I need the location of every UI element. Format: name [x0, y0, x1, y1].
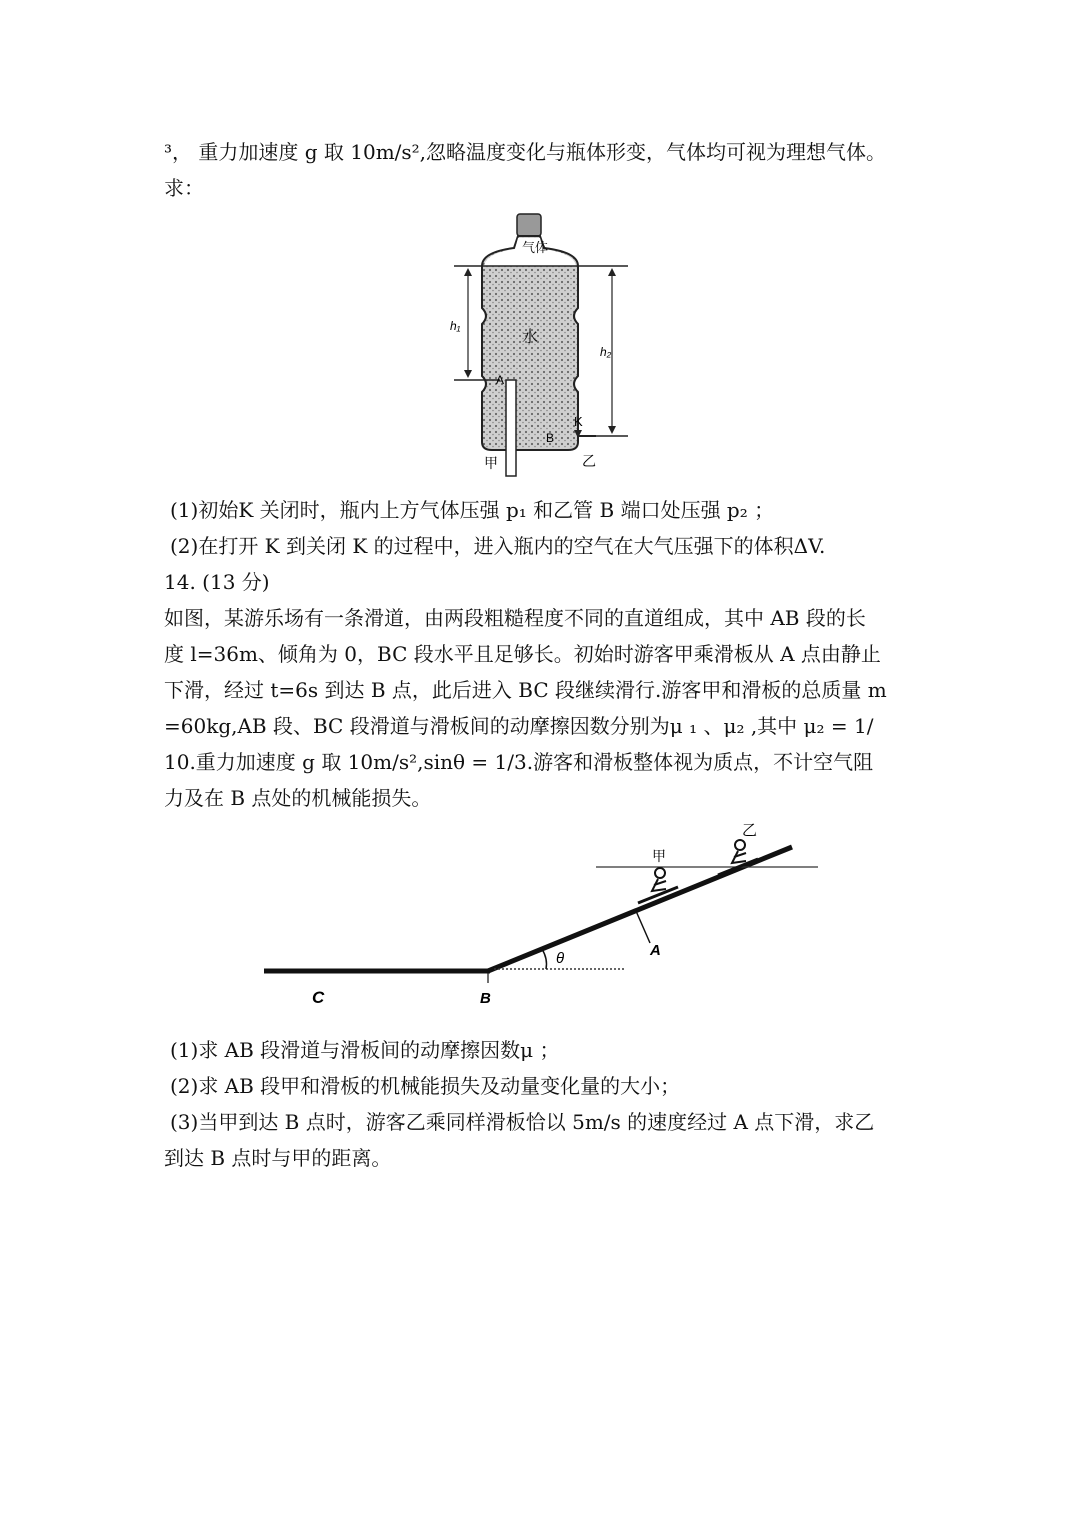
track-ab — [488, 847, 792, 971]
label-theta: θ — [556, 950, 565, 967]
q14-body-line: =60kg,AB 段、BC 段滑道与滑板间的动摩擦因数分别为μ ₁ 、μ₂ ,其中 μ₂ = 1/ — [164, 714, 874, 738]
label-c: C — [312, 988, 325, 1007]
q14-body-line: 力及在 B 点处的机械能损失。 — [164, 786, 432, 810]
label-h1: h₁ — [450, 319, 461, 333]
intro-line-2: 求： — [164, 176, 204, 200]
q13-sub1: (1)初始K 关闭时，瓶内上方气体压强 p₁ 和乙管 B 端口处压强 p₂ ； — [170, 498, 775, 522]
label-jia-slope: 甲 — [652, 848, 666, 864]
label-h2: h₂ — [600, 345, 612, 359]
q14-body-line: 下滑，经过 t=6s 到达 B 点，此后进入 BC 段继续滑行.游客甲和滑板的总质量 m — [164, 678, 887, 702]
label-a: A — [496, 373, 505, 387]
label-yi-bottle: 乙 — [582, 453, 596, 469]
q14-sub3-b: 到达 B 点时与甲的距离。 — [164, 1146, 392, 1170]
slope-figure — [250, 815, 830, 1015]
bottle-cap — [517, 214, 541, 236]
q14-header: 14. (13 分) — [164, 570, 270, 594]
label-b-slope: B — [480, 990, 491, 1007]
q14-body-line: 10.重力加速度 g 取 10m/s²,sinθ = 1/3.游客和滑板整体视为质点，不计空气阻 — [164, 750, 874, 774]
tube-jia — [506, 380, 516, 476]
label-jia-bottle: 甲 — [484, 455, 498, 471]
q14-sub3-a: (3)当甲到达 B 点时，游客乙乘同样滑板恰以 5m/s 的速度经过 A 点下滑，求乙 — [170, 1110, 875, 1134]
label-yi-slope: 乙 — [742, 822, 758, 839]
q14-sub1: (1)求 AB 段滑道与滑板间的动摩擦因数μ ； — [170, 1038, 560, 1062]
q13-sub2: (2)在打开 K 到关闭 K 的过程中，进入瓶内的空气在大气压强下的体积ΔV. — [170, 534, 826, 558]
q14-body-line: 如图，某游乐场有一条滑道，由两段粗糙程度不同的直道组成，其中 AB 段的长 — [164, 606, 866, 630]
label-water: 水 — [522, 329, 539, 346]
label-b: B — [546, 431, 555, 445]
bottle-figure — [440, 208, 640, 478]
intro-line-1: ³， 重力加速度 g 取 10m/s²,忽略温度变化与瓶体形变，气体均可视为理想气体。 — [164, 140, 887, 164]
label-k: K — [574, 414, 583, 429]
label-a-slope: A — [650, 942, 661, 959]
q14-sub2: (2)求 AB 段甲和滑板的机械能损失及动量变化量的大小； — [170, 1074, 681, 1098]
label-gas: 气体 — [522, 240, 549, 255]
q14-body-line: 度 l=36m、倾角为 0，BC 段水平且足够长。初始时游客甲乘滑板从 A 点由静止 — [164, 642, 881, 666]
